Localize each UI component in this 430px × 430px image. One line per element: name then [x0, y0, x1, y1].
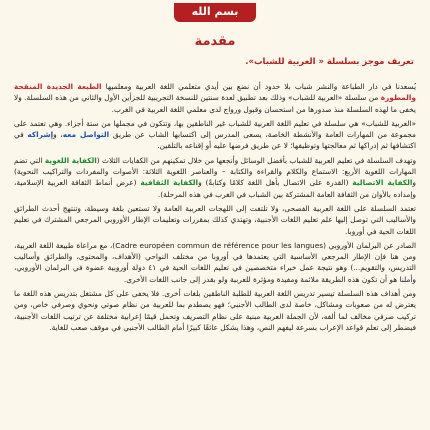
text-run: التي تضم المهارات اللغوية الأربع: الاستماع والكلام والقراءة والكتابة – والعناصر اللغوية الثلاثة: الأصوات والمفردات والتراكيب النحوية) و [14, 155, 416, 188]
paragraph [14, 155, 416, 200]
text-run: «العربية للشباب» هي سلسلة في تعليم اللغة العربية للشباب غير الناطقين بها، وتتكون في مجملها من ستة أجزاء. وهي تعتمد على مجموعة من المهارات العامة والأنشطة الخاصة، يسعى المدرس إلى اكتسابها الشاب عن طريق [14, 118, 416, 140]
banner-text: بسم الله [174, 3, 257, 22]
paragraph [14, 203, 416, 237]
text-run: (القدرة على الاتصال بأهل اللغة كلامًا وكتابةً) و [198, 178, 353, 188]
page-title: مقدمة [194, 34, 236, 49]
body-text [14, 81, 416, 333]
highlighted-phrase: التواصل معه [62, 130, 110, 140]
top-banner [14, 0, 416, 22]
section-subtitle: تعريف موجز بسلسلة « العربية للشباب». [245, 57, 414, 67]
text-run: ومن أهداف هذه السلسلة تيسير تدريس اللغة العربية للطلبة الناطقين بلغات أخرى. فلا يخفى على كل مشتغل بتدريس هذه اللغة ما يعترض له من صعوبات ومشاكل، خاصة لدى الطالب الأجنبي؛ فهو يصطدم بما للعربية من نظام صوتي ونحوي وصرفي خاص، ومن تركيب صرفي مخالف لما ألفه، لأن الجملة العربية مبنية على نظام التصريف وتحمل قيمًا إعرابية مختلفة عن ترتيب اللغات الأجنبية، فيضطر إلى تعلم قواعد الإعراب بسرعة ليفهم النص، وهذا يشكل عائقًا كبيرًا أمام الطالب الأجنبي في موقف صعب للغاية. [14, 289, 416, 332]
text-run: يُسعدنا في دار الطباعة والنشر شباب بلا حدود أن نضع بين أيدي متعلمي اللغة العربية ومعلميها [101, 82, 417, 91]
text-run: تعتمد السلسلة على اللغة العربية الفصحى، ولا تلتفت إلى اللهجات العربية العامة ولا تستعين بلغة وسيطة، وتنتهج أحدث الطرائق والأساليب التي توصل إليها علم تعليم اللغات الأجنبية، وتهتدي كذلك بمقررات وتعليمات الإطار الأوروبي المرجعي المشترك في تعليم اللغات الحية في أوروبا. [14, 203, 416, 236]
paragraph [14, 118, 416, 152]
text-run: ، و [53, 130, 63, 140]
text-run: من سلسلة «العربية للشباب» وذلك بعد تطبيق لعدة سنتين للنسخة التجريبية للجزأين الأول والثاني من هذه السلسلة. ولا يخفى ما لهذه السلسلة منذ صدورها من استحسان وقبول ورواج لدى معلمي اللغة العربية في الغرب. [14, 93, 416, 114]
text-run: الصادر عن البرلمان الأوروبي (Cadre européen commun de référence pour les langues)، مع مراعاة طبيعة اللغة العربية، ومن هنا فإن الإطار المرجعي الأساسية التي يعتمدها في أوروبا من مختلف النواحي (الأهداف، والمحتوى، والطرائق وأساليب التدريس، والتقويم...) وهو نتيجة عمل خبراء متخصصين في تعليم اللغات الحية في ٤١ دولة أوروبية عضوة في البرلمان الأوروبي، وأملنا هو أن تكون هذه الطريقة ملائمة ومفيدة ومؤثرة للعربية ولو بقدر إلى جانب اللغات الأخرى. [14, 240, 417, 284]
paragraph [14, 81, 416, 115]
paragraph [14, 288, 416, 333]
highlighted-phrase: الكفاية الاتصالية [352, 178, 413, 188]
paragraph [14, 240, 416, 285]
text-run: (عرض أنماط الثقافة العربية الإسلامية، وإمداده بالأوان من الثقافة العامة المشتركة بين الشباب في الغرب في هذه المرحلة). [14, 178, 416, 199]
highlighted-phrase: الكفاية الثقافية [140, 178, 199, 188]
text-run: وتهدف السلسلة في تعليم العربية للشباب بأفضل الوسائل وأنجعها من خلال تمكينهم من الكفايات الثلاث ( [96, 155, 417, 165]
highlighted-phrase: الطبعة الجديدة المنقحة والمطورة [14, 82, 416, 103]
highlighted-phrase: الكفاية اللغوية [44, 155, 97, 165]
text-run: في اكتشافها ثم إدراكها ثم معالجتها وتوظيفها؛ لا عن طريق فرضها عليه أو إقناعه بالتلقين. [14, 130, 416, 151]
highlighted-phrase: إشراكه [27, 130, 54, 140]
